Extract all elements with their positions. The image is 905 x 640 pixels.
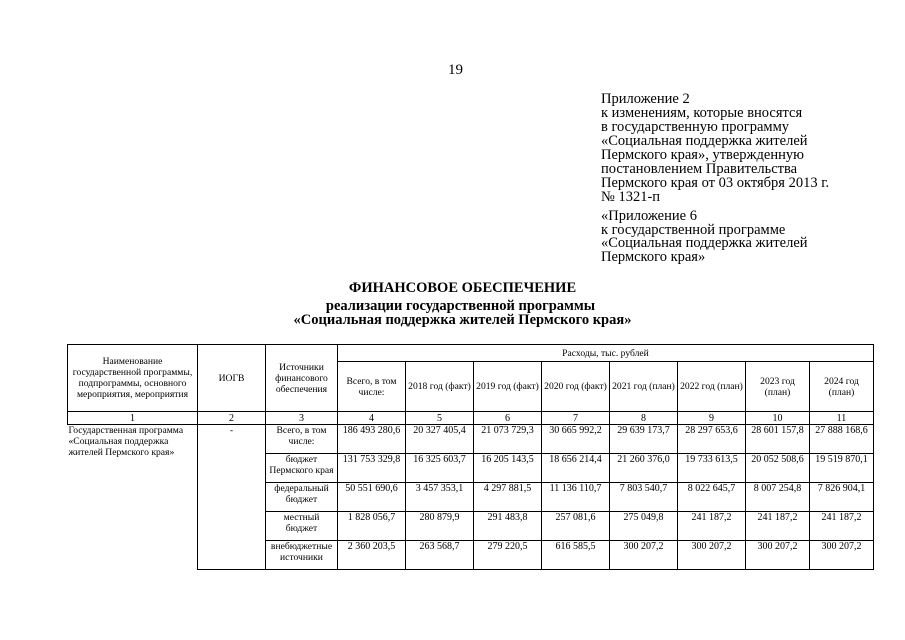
header-name: Наименование государственной программы, подпрограммы, основного мероприятия, мероприятия — [68, 345, 198, 412]
header-year: 2024 год (план) — [810, 362, 874, 412]
header-year: 2018 год (факт) — [406, 362, 474, 412]
appendix-line: Пермского края» — [601, 248, 706, 265]
source-label: внебюджетные источники — [266, 541, 338, 570]
table-cell: 21 073 729,3 — [474, 425, 542, 454]
column-index: 1 — [68, 412, 198, 425]
table-cell: 300 207,2 — [810, 541, 874, 570]
appendix-line: № 1321-п — [601, 189, 661, 205]
appendix-line: постановлением Правительства — [601, 161, 798, 177]
appendix-line: к государственной программе — [601, 221, 786, 238]
table-cell: 131 753 329,8 — [338, 454, 406, 483]
source-label: бюджет Пермского края — [266, 454, 338, 483]
table-cell: 28 297 653,6 — [678, 425, 746, 454]
table-cell: 18 656 214,4 — [542, 454, 610, 483]
table-cell: 300 207,2 — [610, 541, 678, 570]
table-cell: 11 136 110,7 — [542, 483, 610, 512]
table-cell: 19 519 870,1 — [810, 454, 874, 483]
appendix-line: «Приложение 6 — [601, 208, 697, 224]
header-year: 2021 год (план) — [610, 362, 678, 412]
header-year: 2020 год (факт) — [542, 362, 610, 412]
column-index: 5 — [406, 412, 474, 425]
financial-table — [67, 344, 874, 570]
table-cell: 257 081,6 — [542, 512, 610, 541]
table-cell: 30 665 992,2 — [542, 425, 610, 454]
header-year: 2022 год (план) — [678, 362, 746, 412]
appendix-note-2 — [601, 210, 808, 264]
table-cell: 16 205 143,5 — [474, 454, 542, 483]
appendix-line: Приложение 2 — [601, 91, 690, 107]
table-cell: 241 187,2 — [746, 512, 810, 541]
header-year: 2023 год (план) — [746, 362, 810, 412]
appendix-line: «Социальная поддержка жителей — [601, 133, 808, 149]
table-cell: 1 828 056,7 — [338, 512, 406, 541]
source-label: федеральный бюджет — [266, 483, 338, 512]
column-index: 8 — [610, 412, 678, 425]
source-label: местный бюджет — [266, 512, 338, 541]
table-cell: 616 585,5 — [542, 541, 610, 570]
header-sources: Источники финансового обеспечения — [266, 345, 338, 412]
table-cell: 279 220,5 — [474, 541, 542, 570]
appendix-line: «Социальная поддержка жителей — [601, 235, 808, 251]
header-total: Всего, в том числе: — [338, 362, 406, 412]
table-cell: 280 879,9 — [406, 512, 474, 541]
page-number: 19 — [448, 62, 463, 78]
appendix-line: в государственную программу — [601, 119, 790, 135]
table-cell: 263 568,7 — [406, 541, 474, 570]
table-cell: 8 007 254,8 — [746, 483, 810, 512]
appendix-line: Пермского края от 03 октября 2013 г. — [601, 175, 830, 191]
header-expenses: Расходы, тыс. рублей — [338, 345, 874, 362]
column-index: 11 — [810, 412, 874, 425]
column-index: 3 — [266, 412, 338, 425]
table-cell: 241 187,2 — [678, 512, 746, 541]
document-subtitle: «Социальная поддержка жителей Пермского края» — [293, 312, 632, 328]
column-index: 9 — [678, 412, 746, 425]
table-cell: 7 826 904,1 — [810, 483, 874, 512]
header-year: 2019 год (факт) — [474, 362, 542, 412]
document-title: ФИНАНСОВОЕ ОБЕСПЕЧЕНИЕ — [348, 280, 577, 296]
table-cell: 300 207,2 — [678, 541, 746, 570]
column-index: 7 — [542, 412, 610, 425]
table-cell: 291 483,8 — [474, 512, 542, 541]
program-iogv: - — [198, 425, 266, 570]
header-iogv: ИОГВ — [198, 345, 266, 412]
table-cell: 2 360 203,5 — [338, 541, 406, 570]
table-cell: 8 022 645,7 — [678, 483, 746, 512]
appendix-line: к изменениям, которые вносятся — [601, 105, 803, 121]
table-cell: 4 297 881,5 — [474, 483, 542, 512]
table-cell: 16 325 603,7 — [406, 454, 474, 483]
appendix-line: Пермского края», утвержденную — [601, 147, 804, 163]
table-cell: 50 551 690,6 — [338, 483, 406, 512]
table-cell: 3 457 353,1 — [406, 483, 474, 512]
appendix-note — [601, 92, 891, 204]
column-index: 10 — [746, 412, 810, 425]
table-cell: 275 049,8 — [610, 512, 678, 541]
table-cell: 7 803 540,7 — [610, 483, 678, 512]
table-cell: 27 888 168,6 — [810, 425, 874, 454]
table-cell: 186 493 280,6 — [338, 425, 406, 454]
table-cell: 241 187,2 — [810, 512, 874, 541]
table-cell: 20 327 405,4 — [406, 425, 474, 454]
table-cell: 20 052 508,6 — [746, 454, 810, 483]
table-cell: 19 733 613,5 — [678, 454, 746, 483]
program-name: Государственная программа «Социальная поддержка жителей Пермского края» — [68, 425, 198, 570]
table-cell: 300 207,2 — [746, 541, 810, 570]
table-cell: 29 639 173,7 — [610, 425, 678, 454]
source-label: Всего, в том числе: — [266, 425, 338, 454]
table-cell: 21 260 376,0 — [610, 454, 678, 483]
column-index: 6 — [474, 412, 542, 425]
column-index: 2 — [198, 412, 266, 425]
table-cell: 28 601 157,8 — [746, 425, 810, 454]
document-subtitle: реализации государственной программы — [325, 298, 596, 314]
column-index: 4 — [338, 412, 406, 425]
